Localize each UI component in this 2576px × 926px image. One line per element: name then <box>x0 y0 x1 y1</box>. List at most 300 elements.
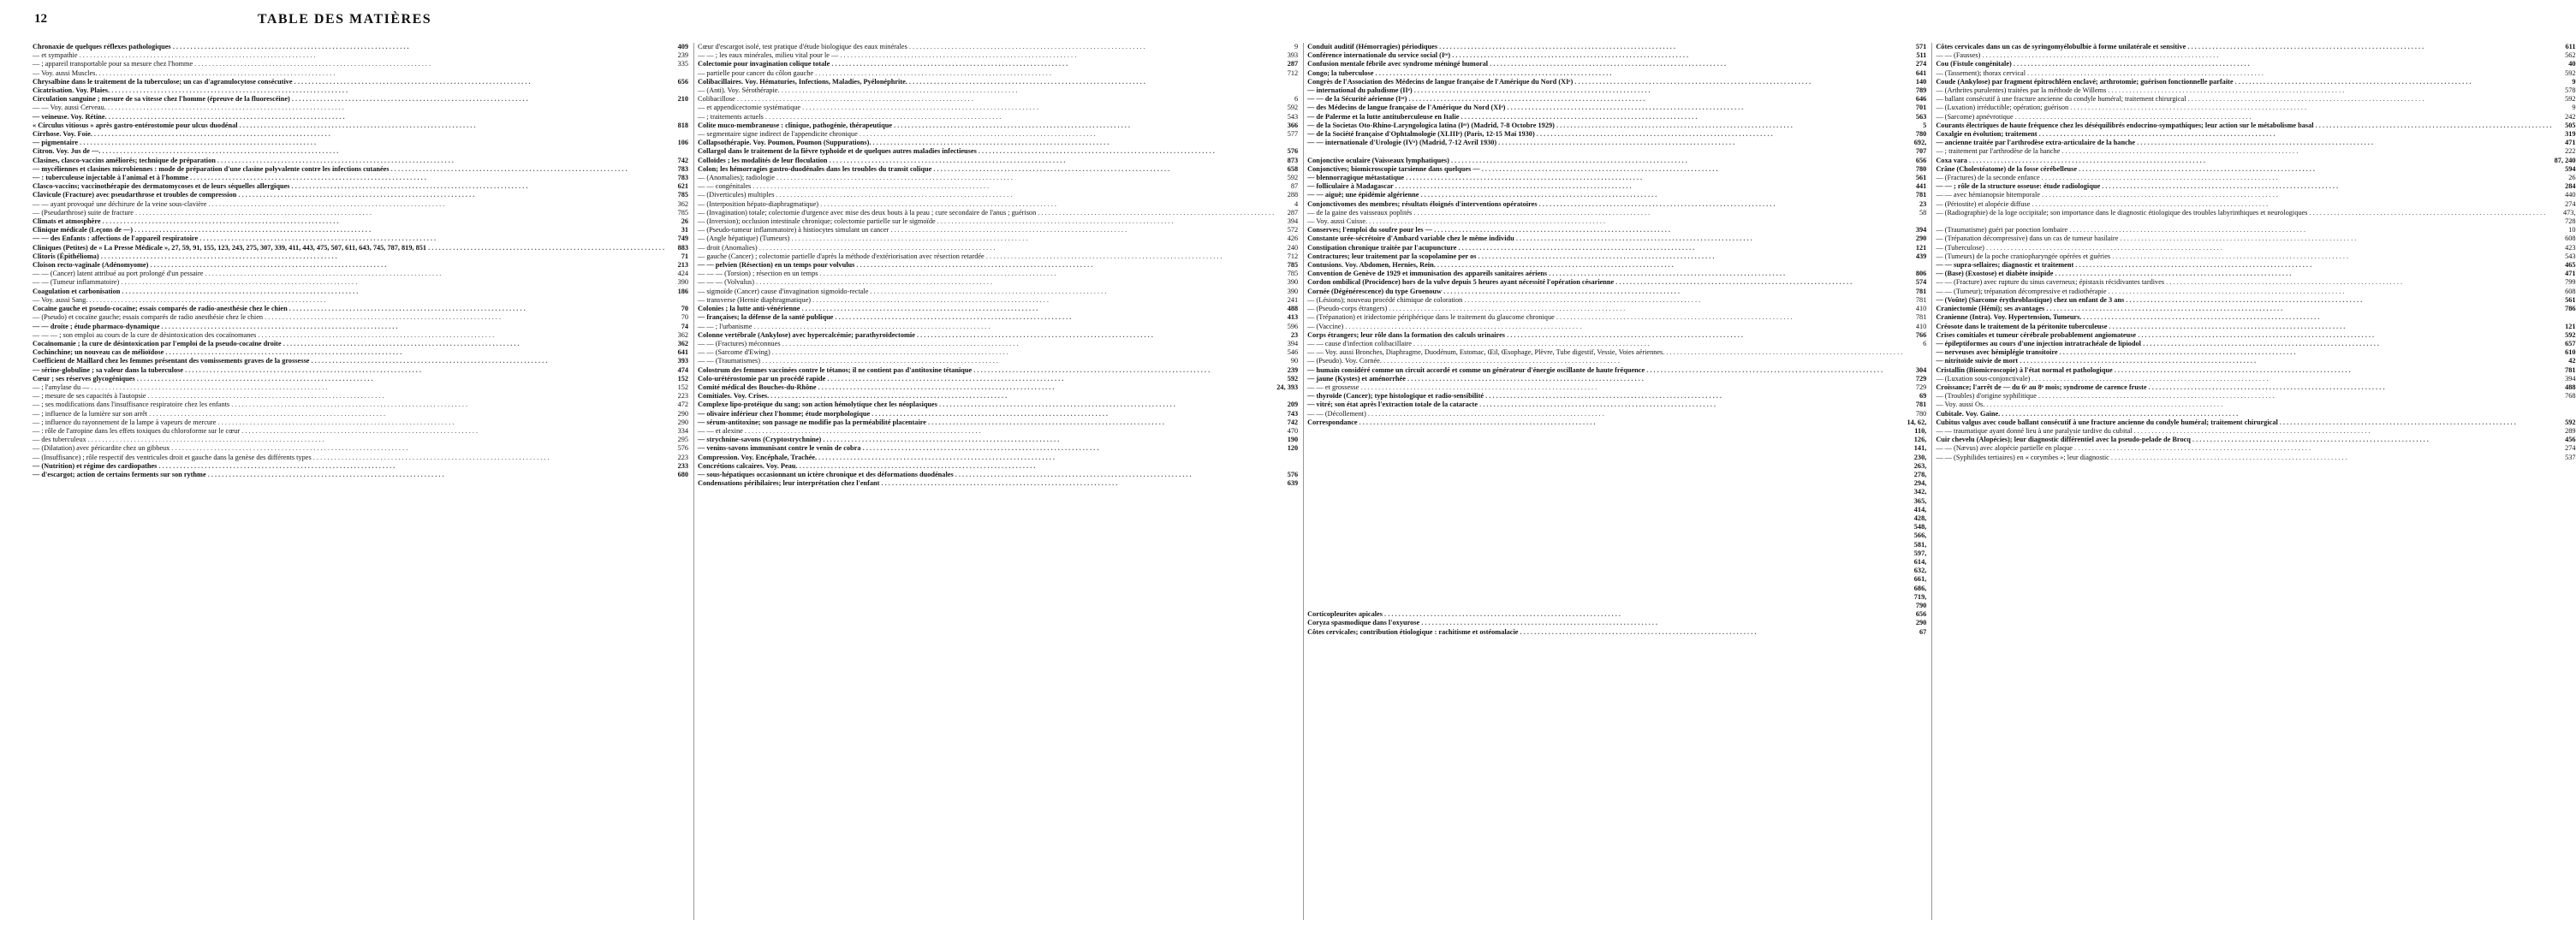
index-entry <box>33 348 688 357</box>
index-entry-page: 646 <box>1915 95 1927 104</box>
index-entry-page: 241 <box>1287 295 1299 304</box>
index-entry-page: 470 <box>1287 426 1299 435</box>
index-entry-term: — sigmoïde (Cancer) cause d'invagination sigmoïdo-rectale . . . <box>698 288 1274 296</box>
index-entry-term: — sérine-globuline ; sa valeur dans la tuberculose . . . <box>33 366 664 375</box>
index-entry <box>33 313 688 322</box>
index-entry <box>1936 366 2575 375</box>
index-entry-page: 390 <box>1287 278 1299 287</box>
index-entry-term: Cirrhose. Voy. Foie. . . . <box>33 130 664 139</box>
index-entry <box>698 313 1298 322</box>
index-entry-page: 456 <box>2565 436 2576 444</box>
index-entry <box>33 165 688 174</box>
index-entry-term: Conjonctive oculaire (Vaisseaux lymphatiques) . . . <box>1307 157 1902 165</box>
index-entry <box>1307 270 1926 278</box>
index-entry-term: — (Tassement); thorax cervical . . . <box>1936 69 2551 78</box>
index-entry <box>1936 174 2575 182</box>
index-entry-term: — ; influence de la lumière sur son arrêt . . . <box>33 410 664 418</box>
index-entry-page: 621 <box>677 182 689 191</box>
index-entry-page: 594 <box>2565 164 2576 173</box>
index-entry-term: — (Luxation sous-conjonctivale) . . . <box>1936 375 2551 383</box>
index-entry <box>33 113 688 122</box>
index-entry-term: — (Vaccine) . . . <box>1307 323 1902 331</box>
index-entry <box>1307 340 1926 348</box>
index-entry <box>1936 200 2575 209</box>
index-columns <box>33 43 2576 920</box>
index-entry-page: 592 <box>1287 174 1299 182</box>
index-entry-term: — veineuse. Voy. Rétine. . . . <box>33 113 664 122</box>
index-entry <box>698 200 1298 209</box>
index-entry <box>1936 305 2575 313</box>
index-entry <box>1307 113 1926 122</box>
index-entry <box>1307 139 1926 156</box>
index-entry-term: Cœur ; ses réserves glycogéniques . . . <box>33 375 664 383</box>
index-entry-page: 766 <box>1915 330 1927 339</box>
index-column-2 <box>693 43 1298 920</box>
index-entry-page: 410 <box>1915 305 1927 313</box>
index-entry-term: Coxalgie en évolution; traitement . . . <box>1936 130 2551 139</box>
index-entry-page: 701 <box>1915 104 1927 112</box>
index-entry-term: — — aiguë; une épidémie algérienne . . . <box>1307 191 1902 199</box>
index-entry-page: 712 <box>1287 68 1299 77</box>
index-entry-term: Conserves; l'emploi du soufre pour les — . . . <box>1307 226 1902 234</box>
index-entry-page: 413 <box>1287 313 1299 322</box>
index-entry <box>698 226 1298 234</box>
index-entry <box>698 209 1298 217</box>
index-entry-page: 571 <box>1915 43 1927 50</box>
index-entry-term: — — supra-sellaires; diagnostic et traitement . . . <box>1936 261 2551 270</box>
index-entry-term: — — traumatique ayant donné lieu à une paralysie tardive du cubital . . . <box>1936 427 2551 436</box>
index-entry <box>698 147 1298 156</box>
index-entry-term: Colonies ; la lutte anti-vénérienne . . . <box>698 305 1274 313</box>
index-entry-term: — sous-hépatiques occasionnant un ictère chronique et des déformations duodénales . . . <box>698 471 1274 479</box>
index-entry-page: 799 <box>2565 278 2576 287</box>
index-entry-page: 4 <box>1294 199 1299 208</box>
index-entry <box>33 278 688 287</box>
index-entry-page: 290 <box>677 409 689 418</box>
index-entry-page: 780 <box>1915 409 1927 418</box>
index-entry-page <box>1274 454 1298 462</box>
index-entry <box>698 234 1298 243</box>
index-entry <box>1307 410 1926 418</box>
index-entry-page: 6 <box>1294 95 1299 104</box>
index-entry <box>33 296 688 305</box>
index-entry-term: — — congénitales . . . <box>698 182 1274 191</box>
index-entry <box>33 86 688 95</box>
index-entry-page: 362 <box>677 339 689 347</box>
index-entry <box>1307 174 1926 182</box>
index-entry <box>1307 261 1926 270</box>
index-entry-page: 393 <box>677 357 689 365</box>
index-entry-term: — partielle pour cancer du côlon gauche . . . <box>698 69 1274 78</box>
index-entry <box>33 147 688 156</box>
index-entry <box>33 104 688 112</box>
index-entry-page: 287 <box>1287 60 1299 68</box>
index-entry-term: — (Tumeurs) de la poche craniopharyngée opérées et guéries . . . <box>1936 252 2551 261</box>
index-entry <box>698 252 1298 261</box>
index-entry-page: 24, 393 <box>1276 383 1299 391</box>
index-entry-term: — de la Societas Oto-Rhino-Laryngologica latina (Iᵉʳ) (Madrid, 7-8 Octobre 1929) . . . <box>1307 122 1902 130</box>
index-entry <box>698 462 1298 471</box>
index-entry-term: — Voy. aussi Muscles. . . . <box>33 69 664 78</box>
index-entry-page: 780 <box>1915 164 1927 173</box>
index-entry-page: 23 <box>1290 330 1299 339</box>
index-entry-term: Colectomie pour invagination colique totale . . . <box>698 60 1274 68</box>
index-entry-term: Cochinchine; un nouveau cas de mélioïdose . . . <box>33 348 664 357</box>
index-entry-page: 873 <box>1287 156 1299 164</box>
index-entry-term: Cordon ombilical (Procidence) hors de la vulve depuis 5 heures ayant nécessité l'opération césarienne . . . <box>1307 278 1902 287</box>
index-entry-term: — — — (Volvulus) . . . <box>698 278 1274 287</box>
index-entry-page: 785 <box>1287 261 1299 270</box>
page-number: 12 <box>34 12 47 26</box>
index-entry-term: — — (Tumeur inflammatoire) . . . <box>33 278 664 287</box>
index-entry <box>1936 278 2575 287</box>
index-entry-term: Cœur d'escargot isolé, test pratique d'étude biologique des eaux minérales . . . <box>698 43 1274 51</box>
index-entry-page: 789 <box>1915 86 1927 95</box>
index-entry <box>33 122 688 130</box>
index-entry-term: — (Base) (Exostose) et diabète insipide . . . <box>1936 270 2551 278</box>
index-entry-page: 641 <box>1915 68 1927 77</box>
index-entry <box>698 305 1298 313</box>
index-entry-term: — des Médecins de langue française de l'Amérique du Nord (XIᵉ) . . . <box>1307 104 1902 112</box>
index-entry-term: — ballant consécutif à une fracture ancienne du condyle huméral; traitement chirurgical . . . <box>1936 95 2551 104</box>
index-entry-term: — mycéliennes et clasines microbiennes : mode de préparation d'une clasine polyvalente contre les infections cutanées . . . <box>33 165 664 174</box>
index-entry-term: Coude (Ankylose) par fragment épitrochléen enclavé; arthrotomie; guérison fonctionnelle parfaite . . . <box>1936 78 2551 86</box>
index-entry-term: — gauche (Cancer) ; colectomie partielle d'après la méthode d'extériorisation avec résection retardée . . . <box>698 252 1274 261</box>
index-entry <box>1307 104 1926 112</box>
index-entry-term: Côtes cervicales dans un cas de syringomyélobulbie à forme unilatérale et sensitive . . . <box>1936 43 2551 51</box>
index-entry <box>1307 392 1926 401</box>
index-entry-term: — (Anomalies); radiologie . . . <box>698 174 1274 182</box>
index-entry-page: 335 <box>677 60 689 68</box>
index-entry <box>1936 182 2575 191</box>
index-entry <box>1936 401 2575 409</box>
index-entry <box>698 51 1298 60</box>
index-entry-page: 561 <box>1915 174 1927 182</box>
index-entry <box>1307 296 1926 305</box>
index-entry-term: Colon; les hémorragies gastro-duodénales dans les troubles du transit colique . . . <box>698 165 1274 174</box>
index-entry-term: — de Palerme et la lutte antituberculeuse en Italie . . . <box>1307 113 1902 122</box>
index-entry <box>33 43 688 51</box>
index-entry-page: 472 <box>677 401 689 409</box>
index-entry <box>1307 234 1926 243</box>
index-entry-term: — (Trépanation) et iridectomie périphérique dans le traitement du glaucome chronique . . . <box>1307 313 1902 322</box>
index-entry-page: 31 <box>681 226 689 234</box>
index-entry-term: — ; l'amylase du — . . . <box>33 383 664 392</box>
index-entry <box>1936 454 2575 462</box>
index-entry <box>33 471 688 479</box>
index-entry-term: — — avec hémianopsie bitemporale . . . <box>1936 191 2551 199</box>
index-entry-term: Colostrum des femmes vaccinées contre le tétanos; il ne contient pas d'antitoxine tétanique . . . <box>698 366 1274 375</box>
index-entry <box>1936 78 2575 86</box>
index-entry-page <box>1902 261 1926 270</box>
index-entry <box>33 157 688 165</box>
index-entry-term: Contractures; leur traitement par la scopolamine per os . . . <box>1307 252 1902 261</box>
index-entry-page: 818 <box>677 121 689 129</box>
index-entry <box>33 331 688 340</box>
index-entry-page: 304 <box>1915 365 1927 374</box>
index-entry <box>33 323 688 331</box>
index-entry <box>1307 418 1926 610</box>
page-title: TABLE DES MATIÈRES <box>257 12 432 27</box>
index-entry-page: 563 <box>1915 112 1927 121</box>
index-entry-page: 9 <box>2572 77 2576 86</box>
index-entry-page: 213 <box>677 261 689 270</box>
index-entry <box>1936 43 2575 51</box>
index-entry <box>33 454 688 462</box>
index-entry <box>1936 357 2575 365</box>
index-entry <box>1307 366 1926 375</box>
index-entry <box>33 139 688 147</box>
index-entry-page: 656 <box>677 77 689 86</box>
index-entry <box>33 357 688 365</box>
index-entry <box>1307 401 1926 409</box>
index-entry-page: 786 <box>2565 305 2576 313</box>
index-entry-term: — — (Traumatismes) . . . <box>698 357 1274 365</box>
index-entry-term: Cou (Fistule congénitale) . . . <box>1936 60 2551 68</box>
index-entry <box>698 104 1298 112</box>
index-entry-page: 290 <box>1915 234 1927 243</box>
index-entry-term: — nerveuses avec hémiplégie transitoire . . . <box>1936 348 2551 357</box>
index-entry-term: — — (Fracture) avec rupture du sinus caverneux; épistaxis récidivantes tardives . . . <box>1936 278 2551 287</box>
index-entry-term: — folliculaire à Madagascar . . . <box>1307 182 1902 191</box>
index-entry-page: 537 <box>2565 453 2576 461</box>
index-entry-page: 505 <box>2565 121 2576 129</box>
index-entry <box>33 305 688 313</box>
index-entry-page: 394 <box>2565 374 2576 383</box>
index-entry-page: 9 <box>2572 104 2576 112</box>
index-entry <box>1936 86 2575 95</box>
index-entry <box>698 165 1298 174</box>
index-entry <box>698 401 1298 409</box>
index-entry-page: 287 <box>1287 208 1299 217</box>
index-entry-term: Cornée (Dégénérescence) du type Groenouw . . . <box>1307 288 1902 296</box>
index-entry-page: 288 <box>1287 191 1299 199</box>
index-entry-term: — — (Nævus) avec alopécie partielle en plaque . . . <box>1936 444 2551 453</box>
index-entry-page: 576 <box>1287 470 1299 478</box>
index-entry <box>33 200 688 209</box>
index-entry <box>33 130 688 139</box>
index-entry-page: 362 <box>677 199 689 208</box>
index-entry-term: — (Troubles) d'origine syphilitique . . . <box>1936 392 2551 401</box>
index-entry-page: 23 <box>1919 199 1927 208</box>
index-entry <box>1307 95 1926 104</box>
index-entry-page: 390 <box>1287 287 1299 295</box>
index-entry-page: 576 <box>677 444 689 453</box>
index-entry <box>1307 313 1926 322</box>
index-entry <box>1307 305 1926 313</box>
index-entry-page: 592 <box>1287 374 1299 383</box>
index-entry-term: — (Tuberculose) . . . <box>1936 244 2551 252</box>
index-entry-page: 611 <box>2565 43 2576 50</box>
index-entry-term: Colite muco-membraneuse : clinique, pathogénie, thérapeutique . . . <box>698 122 1274 130</box>
index-entry-term: — — ; rôle de la structure osseuse: étude radiologique . . . <box>1936 182 2551 191</box>
index-entry-page: 610 <box>2565 348 2576 357</box>
index-entry-term: — ; appareil transportable pour sa mesure chez l'homme . . . <box>33 60 664 68</box>
index-entry-term: Coryza spasmodique dans l'oxyurose . . . <box>1307 619 1902 627</box>
index-entry <box>698 471 1298 479</box>
index-entry-term: — (Pseudo). Voy. Cornée. . . . <box>1307 357 1902 365</box>
index-entry-term: — humain considéré comme un circuit accordé et comme un générateur d'énergie oscillante de haute fréquence . . . <box>1307 366 1902 375</box>
index-entry-term: — international du paludisme (IIᵉ) . . . <box>1307 86 1902 95</box>
index-entry <box>1936 375 2575 383</box>
index-entry <box>33 401 688 409</box>
index-entry-page: 781 <box>1915 401 1927 409</box>
index-entry-term: Comitiales. Voy. Crises. . . . <box>698 392 1274 401</box>
index-entry <box>1936 340 2575 348</box>
index-entry-page: 242 <box>2565 112 2576 121</box>
index-entry-page: 641 <box>677 348 689 357</box>
index-entry-term: — : rôle de l'atropine dans les effets toxiques du chloroforme sur le cœur . . . <box>33 427 664 436</box>
index-entry-page: 473, 728 <box>2563 208 2576 226</box>
index-entry <box>698 331 1298 340</box>
index-entry-page: 394 <box>1287 217 1299 226</box>
index-entry-term: — strychnine-savons (Cryptostrychnine) . . . <box>698 436 1274 444</box>
index-entry-page: 423 <box>2565 243 2576 252</box>
index-entry-page: 5 <box>1923 121 1927 129</box>
index-entry-page: 592 <box>2565 95 2576 104</box>
index-entry-term: Comité médical des Bouches-du-Rhône . . . <box>698 383 1274 392</box>
index-entry-page: 274 <box>2565 444 2576 453</box>
index-entry-page: 140 <box>1915 77 1927 86</box>
index-entry-term: — — des Enfants : affections de l'appareil respiratoire . . . <box>33 234 664 243</box>
index-entry-page: 712 <box>1287 252 1299 260</box>
index-entry-page: 223 <box>677 392 689 401</box>
index-entry-page: 471 <box>2565 139 2576 147</box>
index-entry <box>33 418 688 427</box>
index-entry-page: 240 <box>1287 243 1299 252</box>
index-entry-page: 742 <box>1287 418 1299 426</box>
index-entry-page: 334 <box>677 426 689 435</box>
index-entry-page <box>1274 78 1298 86</box>
index-entry <box>33 69 688 78</box>
index-entry-term: — des tuberculeux . . . <box>33 436 664 444</box>
index-entry-term: Colibacillose . . . <box>698 95 1274 104</box>
index-entry-page <box>2552 313 2576 322</box>
index-entry-page: 6 <box>1923 339 1927 347</box>
index-entry-term: Colo-urétérostomie par un procédé rapide . . . <box>698 375 1274 383</box>
index-entry <box>698 340 1298 348</box>
index-entry-term: Clasco-vaccins; vaccinothérapie des dermatomycoses et de leurs séquelles allergiques . . . <box>33 182 664 191</box>
index-entry-page: 561 <box>2565 295 2576 304</box>
index-entry-term: Correspondance . . . <box>1307 418 1902 610</box>
index-entry-term: — et sympathie . . . <box>33 51 664 60</box>
index-entry-term: — — (Sarcome d'Ewing) . . . <box>698 348 1274 357</box>
index-entry-term: — ; influence du rayonnement de la lampe à vapeurs de mercure . . . <box>33 418 664 427</box>
index-entry <box>698 357 1298 365</box>
index-entry-term: Collapsothérapie. Voy. Poumon, Poumon (Suppurations). . . . <box>698 139 1274 147</box>
index-entry-page: 152 <box>677 383 689 391</box>
index-entry <box>698 383 1298 392</box>
index-entry <box>33 95 688 104</box>
index-entry-term: Clasines, clasco-vaccins améliorés; technique de préparation . . . <box>33 157 664 165</box>
index-entry-page: 26 <box>681 217 689 226</box>
index-entry <box>1307 278 1926 287</box>
index-entry-page: 426 <box>1287 234 1299 243</box>
index-entry <box>33 217 688 226</box>
index-entry-page: 806 <box>1915 270 1927 278</box>
index-entry <box>1307 610 1926 619</box>
index-entry-term: Cristallin (Biomicroscopie) à l'état normal et pathologique . . . <box>1936 366 2551 375</box>
index-entry-term: — — cause d'infection colibacillaire . . . <box>1307 340 1902 348</box>
index-entry <box>33 436 688 444</box>
index-entry-term: — — pelvien (Résection) en un temps pour volvulus . . . <box>698 261 1274 270</box>
index-entry <box>1307 191 1926 199</box>
index-entry-term: — droit (Anomalies) . . . <box>698 244 1274 252</box>
index-entry <box>698 261 1298 270</box>
index-entry <box>698 436 1298 444</box>
index-entry-page: 410 <box>1915 322 1927 330</box>
index-entry-page: 40 <box>2568 60 2576 68</box>
index-entry-page: 209 <box>1287 401 1299 409</box>
index-entry <box>1307 43 1926 51</box>
index-entry <box>1936 60 2575 68</box>
index-entry-term: — (Lésions); nouveau procédé chimique de coloration . . . <box>1307 296 1902 305</box>
index-entry <box>1936 296 2575 305</box>
index-entry <box>33 444 688 453</box>
index-entry-term: Compression. Voy. Encéphale, Trachée. . . . <box>698 454 1274 462</box>
index-entry <box>1307 157 1926 165</box>
index-entry-page: 10 <box>2568 226 2576 234</box>
index-entry-term: Constante urée-sécrétoire d'Ambard variable chez le même individu . . . <box>1307 234 1902 243</box>
index-entry <box>1307 217 1926 226</box>
index-entry <box>1936 261 2575 270</box>
index-entry-page: 121 <box>1915 243 1927 252</box>
index-entry <box>698 288 1298 296</box>
index-entry-term: — (Pseudarthrose) suite de fracture . . . <box>33 209 664 217</box>
index-entry <box>1307 165 1926 174</box>
index-entry-term: Cuir chevelu (Alopécies); leur diagnostic différentiel avec la pseudo-pelade de Brocq . . . <box>1936 436 2551 444</box>
index-entry-term: — — ; l'urbanisme . . . <box>698 323 1274 331</box>
index-entry-page: 488 <box>1287 305 1299 313</box>
index-entry-term: — (Pseudo) et cocaïne gauche; essais comparés de radio anesthésie chez le chien . . . <box>33 313 664 322</box>
index-entry-page: 440 <box>2565 191 2576 199</box>
index-entry <box>698 278 1298 287</box>
index-entry <box>1307 200 1926 209</box>
index-entry-term: Contusions. Voy. Abdomen, Hernies, Rein. . . . <box>1307 261 1902 270</box>
index-entry <box>1936 331 2575 340</box>
index-entry <box>33 174 688 182</box>
index-entry-page <box>664 130 688 139</box>
index-entry-term: Collargol dans le traitement de la fièvre typhoïde et de quelques autres maladies infectieuses . . . <box>698 147 1274 156</box>
index-entry <box>1307 619 1926 627</box>
index-entry-page: 394 <box>1287 339 1299 347</box>
index-entry-page <box>664 86 688 95</box>
index-entry-page: 284 <box>2565 182 2576 191</box>
index-entry <box>1936 147 2575 156</box>
index-entry <box>33 340 688 348</box>
index-entry-term: — — de la Sécurité aérienne (Iᵉʳ) . . . <box>1307 95 1902 104</box>
index-entry <box>698 366 1298 375</box>
index-entry-term: Coxa vara . . . <box>1936 157 2551 165</box>
index-entry-term: Crâne (Cholestéatome) de la fosse cérébelleuse . . . <box>1936 165 2551 174</box>
index-entry <box>1936 288 2575 296</box>
index-entry-page: 608 <box>2565 287 2576 295</box>
index-entry <box>698 86 1298 95</box>
index-column-1 <box>33 43 688 920</box>
index-entry <box>1307 130 1926 139</box>
index-entry-page <box>1902 357 1926 365</box>
index-entry-term: Cubitale. Voy. Gaine. . . . <box>1936 410 2551 418</box>
index-entry-page: 783 <box>677 174 689 182</box>
index-entry-term: — — — (Torsion) ; résection en un temps . . . <box>698 270 1274 278</box>
index-entry-term: — d'escargot; action de certains ferments sur son rythme . . . <box>33 471 664 479</box>
index-entry-page: 239 <box>677 51 689 60</box>
index-entry-page: 409 <box>677 43 689 50</box>
index-entry <box>698 348 1298 357</box>
index-entry-term: — françaises; la défense de la santé publique . . . <box>698 313 1274 322</box>
index-entry <box>1936 157 2575 165</box>
index-entry <box>1936 122 2575 130</box>
